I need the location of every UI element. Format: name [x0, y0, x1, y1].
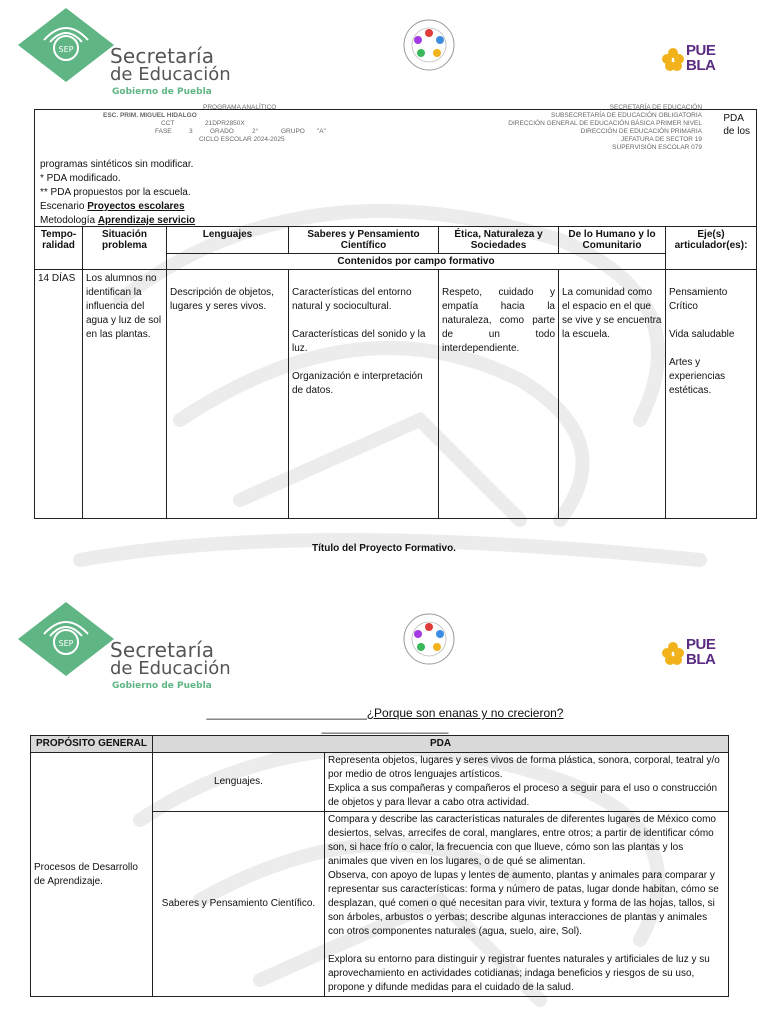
- table-row: [35, 270, 757, 519]
- institution-line: JEFATURA DE SECTOR 19: [620, 136, 703, 143]
- temporalidad-cell: 14 DÍAS: [35, 270, 83, 519]
- col-header: Situación problema: [83, 227, 167, 270]
- grado-value: 2°: [252, 128, 259, 135]
- situacion-cell: Los alumnos no identifican la influencia del agua y luz de sol en las plantas.: [83, 270, 167, 519]
- table-header-row: [35, 227, 757, 254]
- col-header: Ética, Naturaleza y Sociedades: [439, 227, 559, 254]
- grupo-value: "A": [317, 128, 326, 135]
- sep-title-line1: Secretaría: [110, 638, 215, 662]
- svg-text:SEP: SEP: [58, 639, 74, 648]
- project-title-label: Título del Proyecto Formativo.: [312, 543, 456, 554]
- page-header: [0, 594, 768, 694]
- puebla-logo-bottom: BLA: [686, 57, 716, 74]
- contents-subheader: Contenidos por campo formativo: [167, 254, 666, 270]
- legend-line: * PDA modificado.: [40, 173, 121, 184]
- humano-cell: La comunidad como el espacio en el que se vive y se encuentra la escuela.: [559, 270, 666, 519]
- col-header: Saberes y Pensamiento Científico: [289, 227, 439, 254]
- lenguajes-cell: Descripción de objetos, lugares y seres vivos.: [167, 270, 289, 519]
- purpose-pda-table: [30, 735, 729, 997]
- saberes-cell: Características del entorno natural y sociocultural. Características del sonido y la luz. Organización e interpretación de datos.: [289, 270, 439, 519]
- puebla-flower-icon: [660, 640, 686, 668]
- school-name: ESC. PRIM. MIGUEL HIDALGO: [103, 112, 197, 119]
- school-seal-icon: [402, 612, 456, 666]
- sep-subtitle: Gobierno de Puebla: [112, 87, 212, 97]
- sep-diamond-logo: [18, 8, 114, 82]
- col-header: De lo Humano y lo Comunitario: [559, 227, 666, 254]
- col-header: PROPÓSITO GENERAL: [31, 736, 153, 753]
- table-row: [31, 753, 729, 812]
- purpose-cell: Procesos de Desarrollo de Aprendizaje.: [31, 753, 153, 997]
- grado-label: GRADO: [210, 128, 234, 135]
- program-label: PROGRAMA ANALÍTICO: [203, 104, 277, 111]
- col-header: Tempo-ralidad: [35, 227, 83, 270]
- question-underline-right: ___________________: [321, 720, 449, 734]
- cct-value: 21DPR2850X: [205, 120, 245, 127]
- metodologia-line: Metodología Aprendizaje servicio: [40, 215, 196, 226]
- table-header-row: [31, 736, 729, 753]
- institution-line: SUPERVISIÓN ESCOLAR 079: [612, 144, 703, 151]
- pda-cell: Compara y describe las características naturales de diferentes lugares de México como desiertos, selvas, arrecifes de coral, manglares, entre otros; a partir de identificar cómo son, si hace frío o calor, la frecuencia con que llueve, cómo son las plantas y los animales que viven en los lugares, o de qué se alimentan. Observa, con apoyo de lupas y lentes de aumento, plantas y animales para comparar y representar sus características: forma y número de patas, lugar donde habitan, cómo se desplazan, qué comen o qué necesitan para vivir, textura y forma de las hojas, tallos, si son árboles, arbustos o yerbas; describe algunas interacciones de plantas y animales con otros componentes naturales (agua, suelo, aire, Sol). Explora su entorno para distinguir y registrar fuentes naturales y artificiales de luz y su aprovechamiento en actividades cotidianas; indaga beneficios y riesgos de su uso, propone y difunde medidas para el cuidado de la salud.: [325, 812, 729, 997]
- cct-label: CCT: [161, 120, 175, 127]
- col-header: Eje(s) articulador(es):: [666, 227, 757, 270]
- ejes-cell: Pensamiento Crítico Vida saludable Artes y experiencias estéticas.: [666, 270, 757, 519]
- project-question: [150, 706, 620, 734]
- col-header: PDA: [153, 736, 729, 753]
- escenario-value: Proyectos escolares: [87, 201, 185, 212]
- page-header: [0, 0, 768, 100]
- pda-cell: Representa objetos, lugares y seres vivos de forma plástica, sonora, corporal, teatral y/o por medio de otros lenguajes artísticos. Explica a sus compañeras y compañeros el proceso a seguir para el uso o construcción de objetos y para llevar a cabo otra actividad.: [325, 753, 729, 812]
- pda-corner-note: PDA de los: [723, 113, 751, 137]
- institution-line: DIRECCIÓN DE EDUCACIÓN PRIMARIA: [580, 128, 703, 135]
- puebla-logo-top: PUE: [686, 636, 716, 653]
- institution-line: SUBSECRETARÍA DE EDUCACIÓN OBLIGATORIA: [551, 112, 703, 119]
- puebla-logo-top: PUE: [686, 42, 716, 59]
- institution-hierarchy: [508, 104, 703, 152]
- col-header: Lenguajes: [167, 227, 289, 254]
- legend-line: ** PDA propuestos por la escuela.: [40, 187, 191, 198]
- institution-line: SECRETARÍA DE EDUCACIÓN: [609, 104, 703, 111]
- puebla-logo: [660, 42, 730, 78]
- institution-line: DIRECCIÓN GENERAL DE EDUCACIÓN BÁSICA PRIMER NIVEL: [508, 120, 703, 127]
- sep-diamond-logo: [18, 602, 114, 676]
- legend-line: programas sintéticos sin modificar.: [40, 159, 194, 170]
- fase-value: 3: [189, 128, 193, 135]
- field-cell: Lenguajes.: [153, 753, 325, 812]
- sep-title-line2: de Educación: [110, 64, 231, 85]
- school-info-cell: [35, 104, 757, 227]
- metodologia-value: Aprendizaje servicio: [97, 215, 196, 226]
- question-text: ¿Porque son enanas y no crecieron?: [366, 706, 564, 720]
- puebla-logo-bottom: BLA: [686, 651, 716, 668]
- etica-cell: Respeto, cuidado y empatía hacia la naturaleza, como parte de un todo interdependiente.: [439, 270, 559, 519]
- fase-label: FASE: [155, 128, 172, 135]
- grupo-label: GRUPO: [281, 128, 305, 135]
- sep-title-line2: de Educación: [110, 658, 231, 679]
- field-cell: Saberes y Pensamiento Científico.: [153, 812, 325, 997]
- school-year: CICLO ESCOLAR 2024-2025: [199, 136, 285, 143]
- puebla-flower-icon: [660, 46, 686, 74]
- school-seal-icon: [402, 18, 456, 72]
- pda-legend: [40, 158, 195, 228]
- question-underline-left: ________________________: [206, 706, 367, 720]
- svg-text:SEP: SEP: [58, 45, 74, 54]
- sep-title-line1: Secretaría: [110, 44, 215, 68]
- analytic-program-table: [34, 104, 757, 519]
- sep-subtitle: Gobierno de Puebla: [112, 681, 212, 691]
- puebla-logo: [660, 636, 730, 672]
- escenario-line: Escenario Proyectos escolares: [40, 201, 185, 212]
